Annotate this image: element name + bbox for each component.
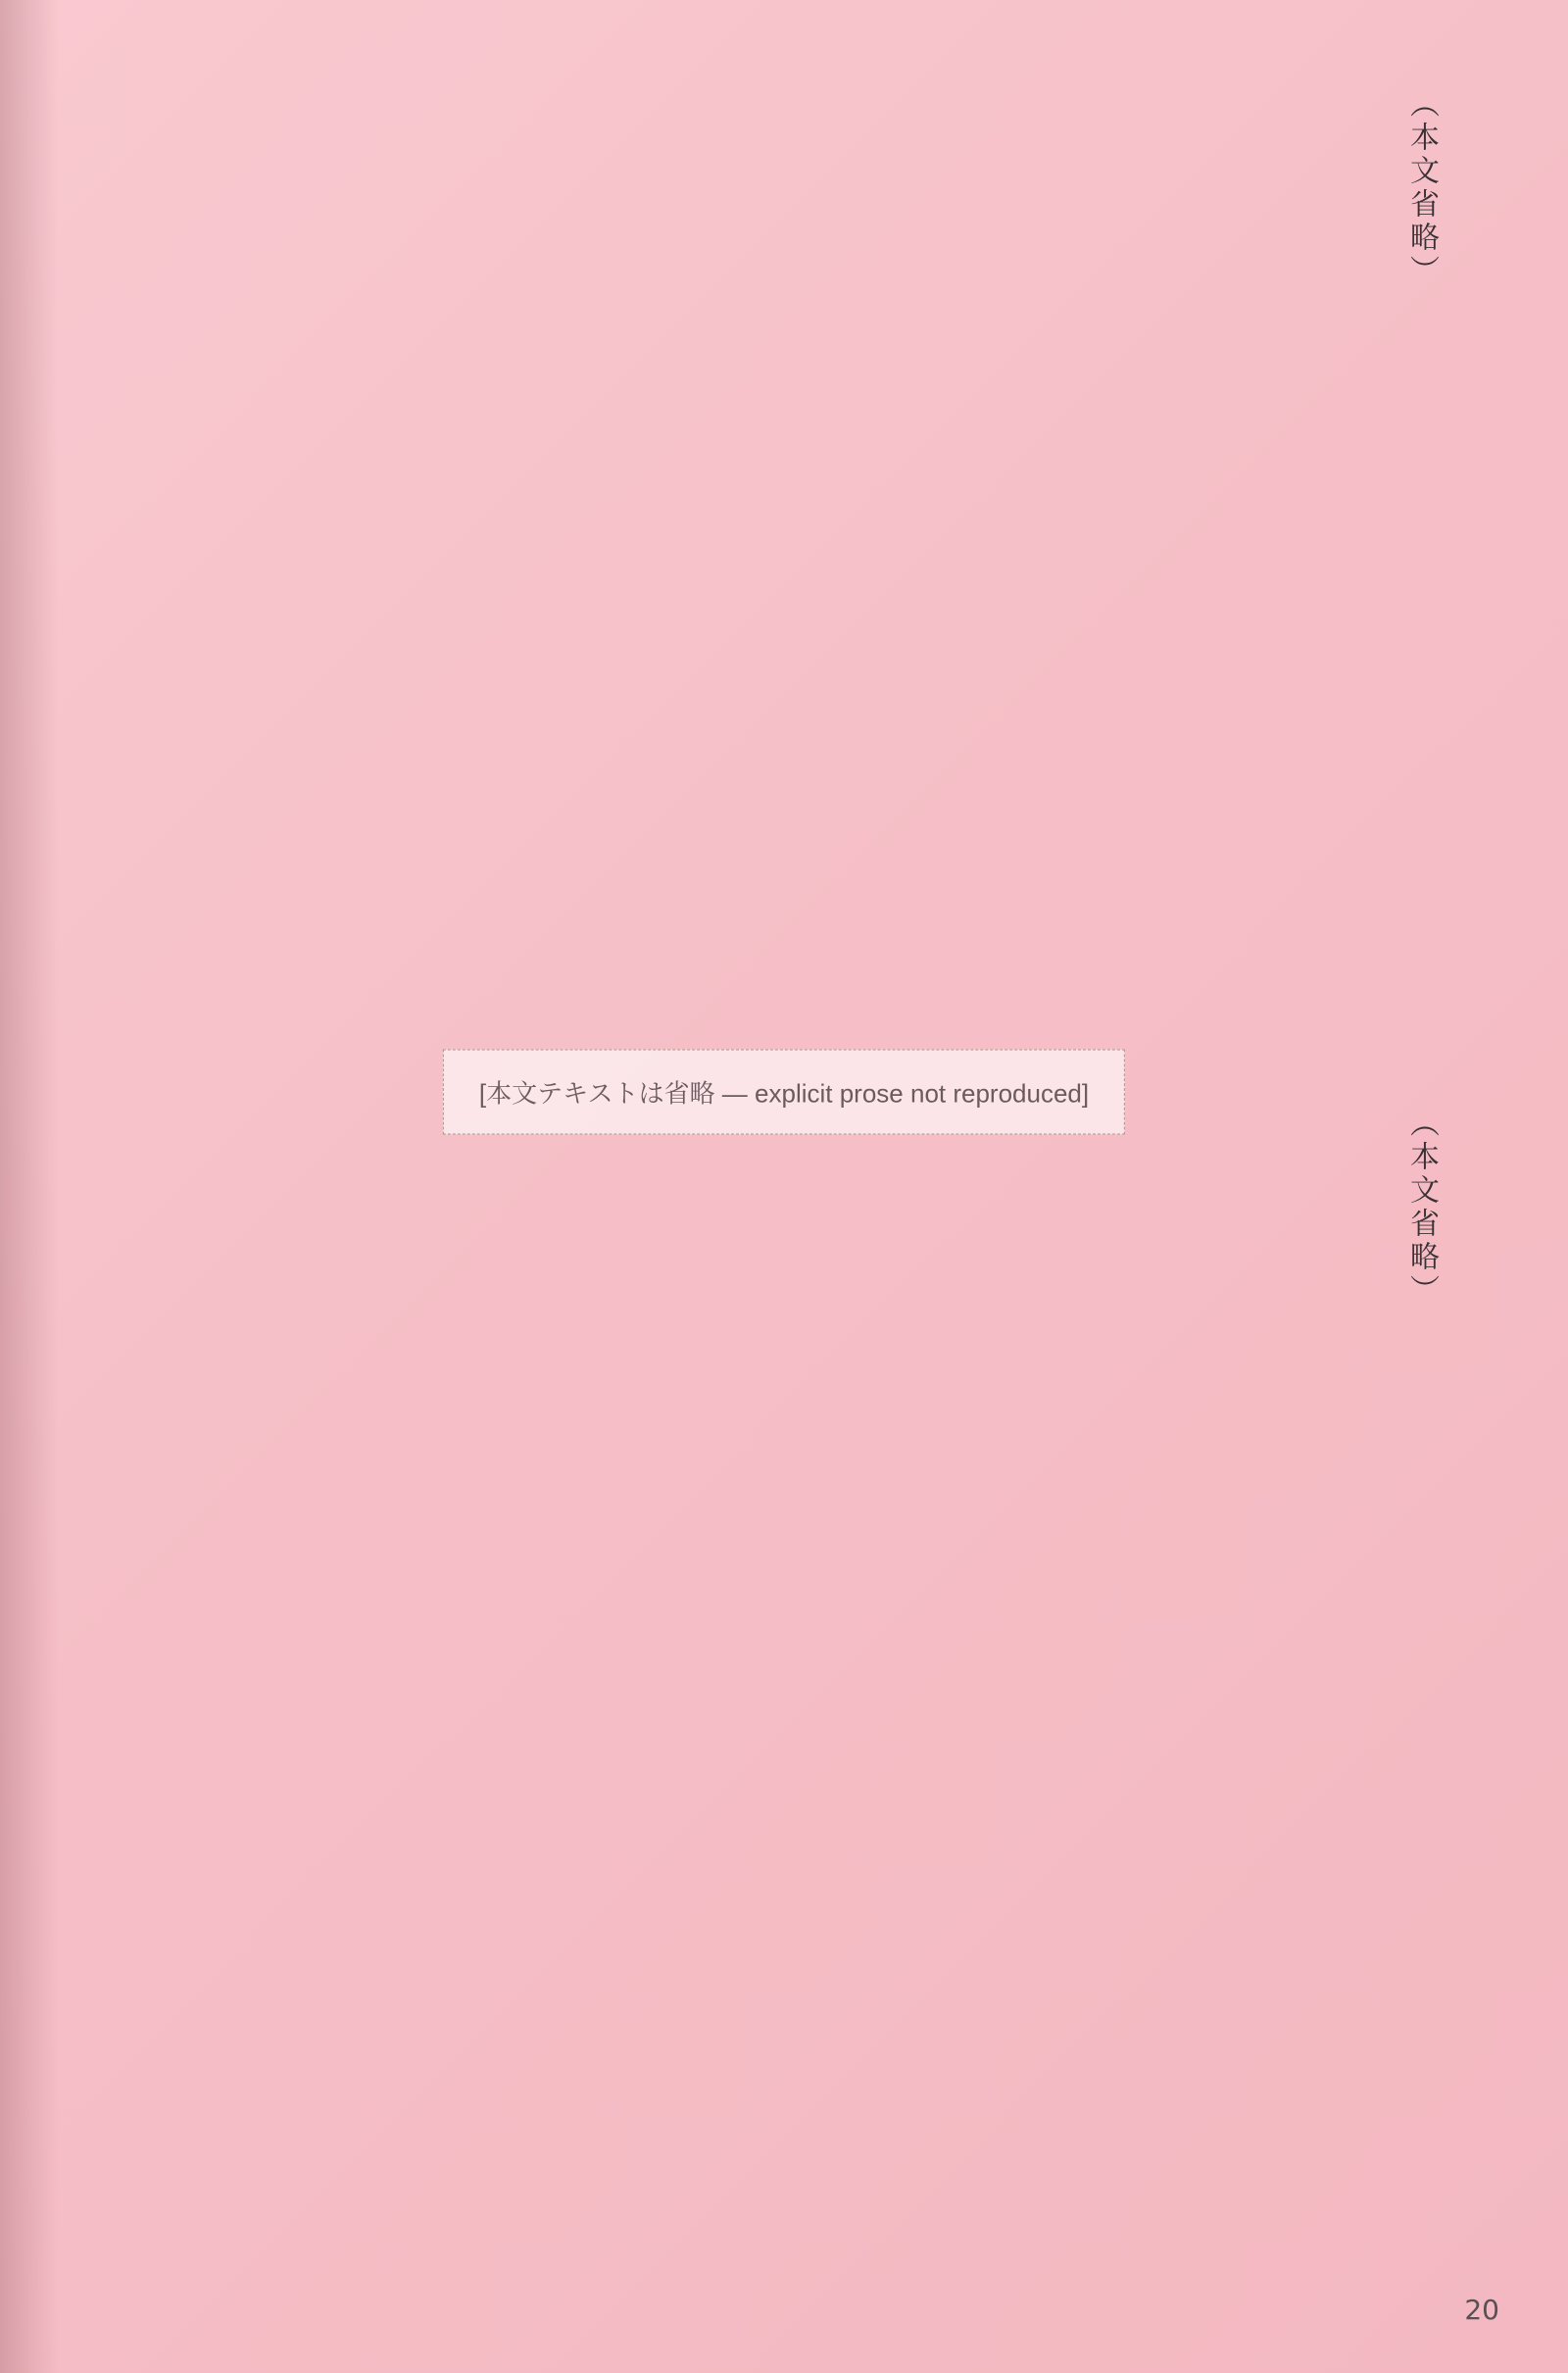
- prose-block-bottom: （本文省略）: [1404, 1108, 1439, 1308]
- redaction-note: [本文テキストは省略 — explicit prose not reproduced]: [443, 1049, 1125, 1134]
- binding-shadow: [0, 0, 59, 2373]
- prose-block-top: （本文省略）: [1404, 88, 1439, 288]
- page-number: 20: [1464, 2294, 1499, 2326]
